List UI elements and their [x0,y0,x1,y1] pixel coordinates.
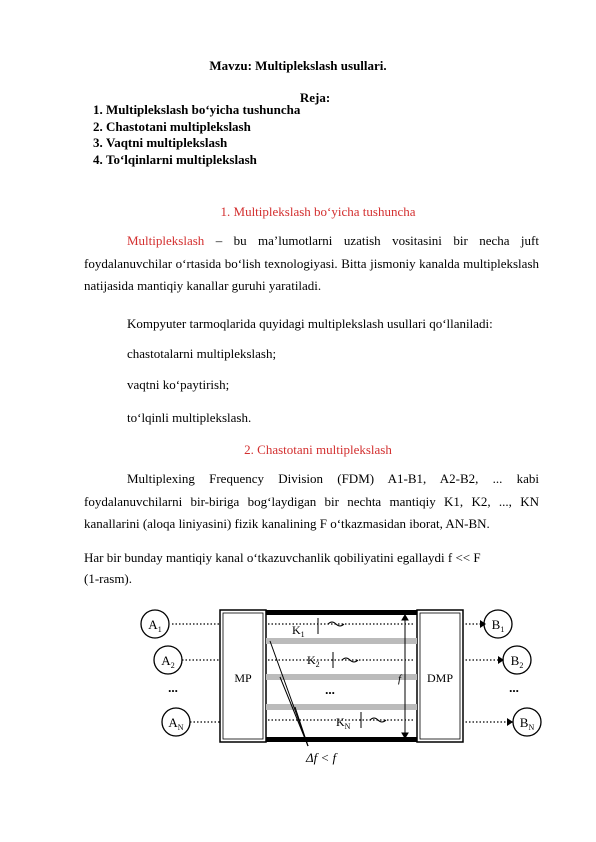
channel-bottom-border [266,737,417,742]
guard-band-2 [266,674,417,680]
page-title: Mavzu: Multiplekslash usullari. [209,58,387,73]
channel-k2-label: $K_2$ [307,653,320,669]
channel-kn-label: $K_N$ [336,715,351,731]
section-2-line-3: (1-rasm). [84,571,133,586]
plan-item-1: 1. Multiplekslash bo‘yicha tushuncha [106,102,300,119]
svg-text:BN: $B_N$ [519,715,535,732]
method-item-2: vaqtni ko‘paytirish; [127,377,230,392]
sink-ellipsis: ... [509,680,519,695]
section-1-heading: 1. Multiplekslash bo‘yicha tushuncha [220,204,416,219]
channel-top-border [266,610,417,615]
guard-band-1 [266,638,417,644]
svg-text:A2: $A_2$ [161,653,175,670]
method-item-1: chastotalarni multiplekslash; [127,346,277,361]
plan-list [84,102,300,168]
plan-heading: Reja: [299,90,331,105]
mux-label: MP [234,671,252,685]
section-2-line-2: Har bir bunday mantiqiy kanal o‘tkazuvchanlik qobiliyatini egallaydi f << F [84,550,481,565]
plan-item-4: 4. To‘lqinlarni multiplekslash [106,152,300,169]
channel-k1-label: $K_1$ [292,623,305,639]
source-ellipsis: ... [168,680,178,695]
svg-text:B1: $B_1$ [491,617,505,634]
term-multiplekslash: Multiplekslash [127,233,205,248]
fdm-diagram [130,600,550,780]
arrow-bn [507,718,513,726]
plan-item-3: 3. Vaqtni multiplekslash [106,135,300,152]
delta-pointer-lines [270,641,308,746]
delta-label: Δf < f [306,750,337,765]
demux-label: DMP [426,671,454,685]
section-2-paragraph: Multiplexing Frequency Division (FDM) A1-B1, A2-B2, ... kabi foydalanuvchilarni bir-biriga bog‘laydigan bir nechta mantiqiy K1, K2, ..., KN kanallarini (aloqa liniyasini) fizik kanalining F o‘tkazmasidan iborat, AN-BN. [84,471,539,531]
method-item-3: to‘lqinli multiplekslash. [127,410,252,425]
bandwidth-label: f [398,673,402,685]
svg-text:A1: $A_1$ [148,617,162,634]
methods-intro: Kompyuter tarmoqlarida quyidagi multiplekslash usullari qo‘llaniladi: [127,316,493,331]
plan-item-2: 2. Chastotani multiplekslash [106,119,300,136]
guard-band-3 [266,704,417,710]
section-1-text: – bu ma’lumotlarni uzatish vositasini bir necha juft foydalanuvchilar o‘rtasida bo‘lish texnologiyasi. Bitta jismoniy kanalda multiplekslash natijasida mantiqiy kanallar guruhi yaratiladi. [84,233,539,293]
svg-text:AN: $A_N$ [168,715,184,732]
section-2-heading: 2. Chastotani multiplekslash [244,442,392,457]
section-1-paragraph [84,230,539,298]
channel-ellipsis: ... [325,682,335,697]
svg-text:B2: $B_2$ [510,653,524,670]
